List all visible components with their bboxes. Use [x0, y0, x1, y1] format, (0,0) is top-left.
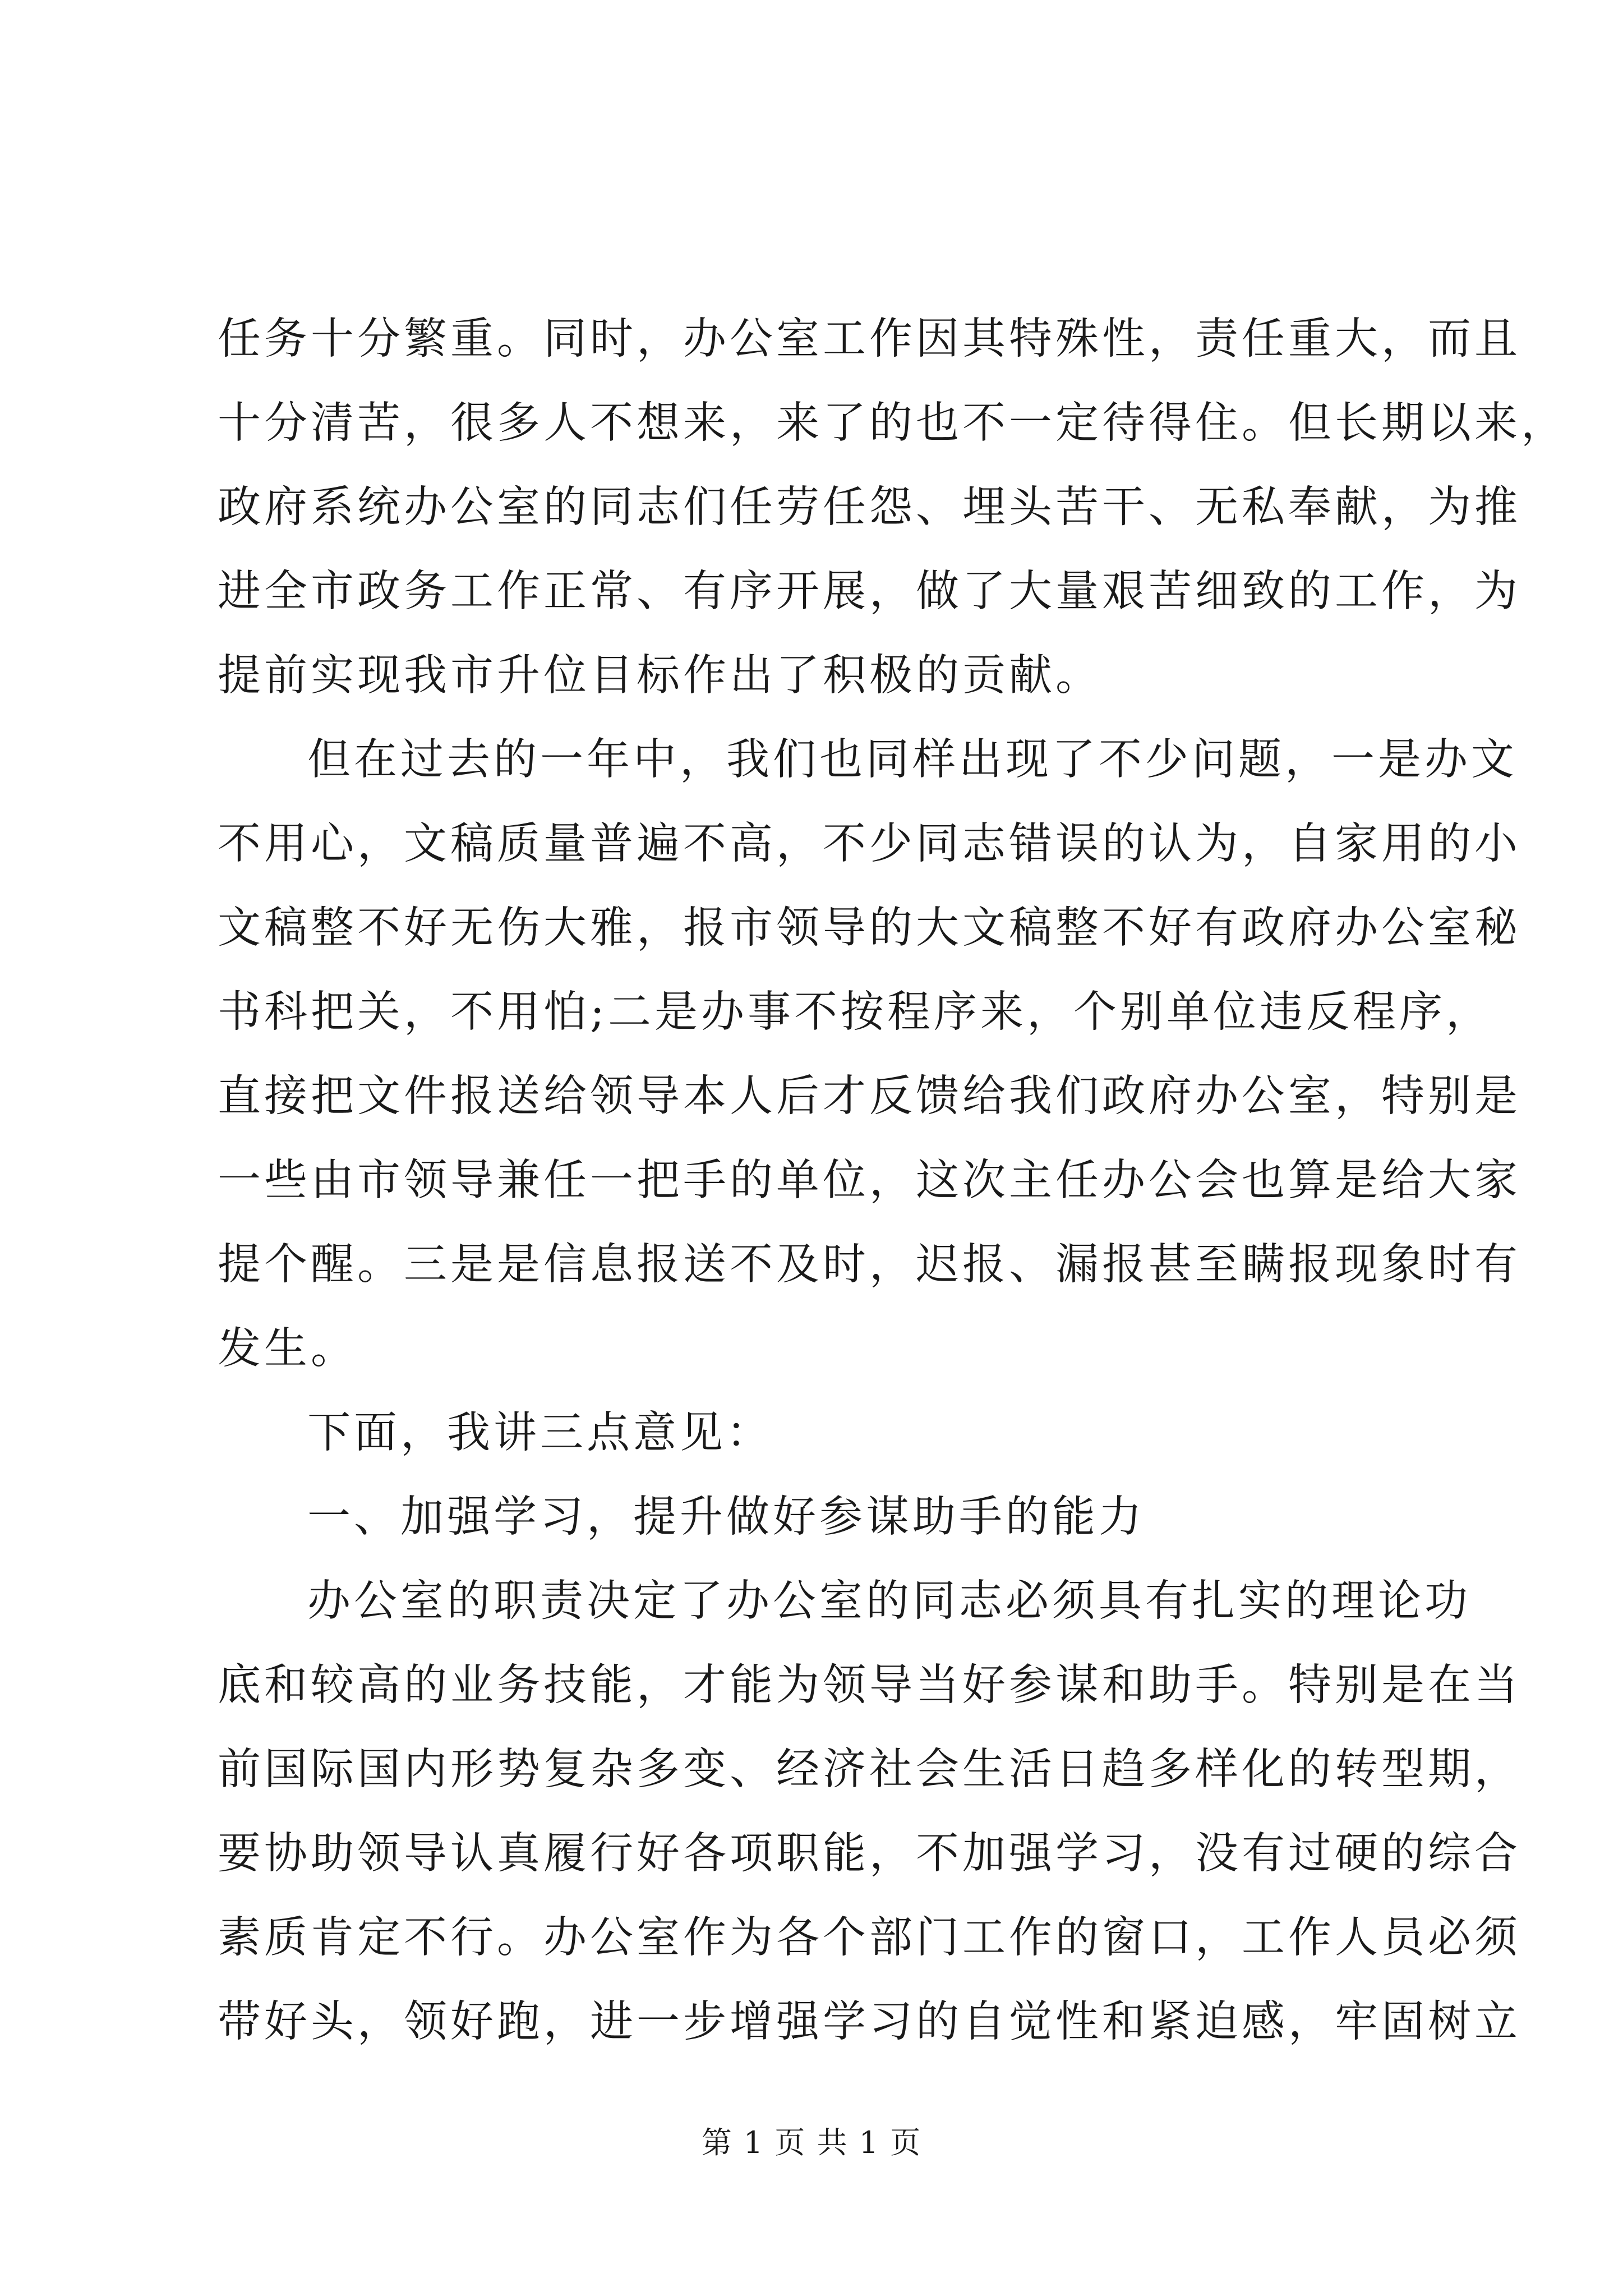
text-line: 十分清苦，很多人不想来，来了的也不一定待得住。但长期以来， [218, 398, 1567, 448]
text-line: 办公室的职责决定了办公室的同志必须具有扎实的理论功 [307, 1576, 1471, 1626]
text-line: 带好头，领好跑，进一步增强学习的自觉性和紧迫感，牢固树立 [218, 1997, 1521, 2047]
text-line: 一些由市领导兼任一把手的单位，这次主任办公会也算是给大家 [218, 1156, 1521, 1205]
text-line: 但在过去的一年中，我们也同样出现了不少问题，一是办文 [307, 735, 1518, 785]
text-line: 政府系统办公室的同志们任劳任怨、埋头苦干、无私奉献，为推 [218, 482, 1521, 532]
document-body [218, 297, 1567, 2064]
text-line: 一、加强学习，提升做好参谋助手的能力 [307, 1492, 1145, 1542]
text-line: 发生。 [218, 1324, 357, 1374]
text-line: 底和较高的业务技能，才能为领导当好参谋和助手。特别是在当 [218, 1660, 1521, 1710]
text-line: 提前实现我市升位目标作出了积极的贡献。 [218, 651, 1102, 701]
text-line: 进全市政务工作正常、有序开展，做了大量艰苦细致的工作，为 [218, 567, 1521, 616]
text-line: 书科把关，不用怕;二是办事不按程序来，个别单位违反程序， [218, 987, 1492, 1037]
text-line: 直接把文件报送给领导本人后才反馈给我们政府办公室，特别是 [218, 1071, 1521, 1121]
text-line: 要协助领导认真履行好各项职能，不加强学习，没有过硬的综合 [218, 1829, 1521, 1879]
text-line: 任务十分繁重。同时，办公室工作因其特殊性，责任重大，而且 [218, 314, 1521, 364]
text-line: 前国际国内形势复杂多变、经济社会生活日趋多样化的转型期， [218, 1745, 1521, 1795]
text-line: 文稿整不好无伤大雅，报市领导的大文稿整不好有政府办公室秘 [218, 903, 1521, 953]
text-line: 素质肯定不行。办公室作为各个部门工作的窗口，工作人员必须 [218, 1913, 1521, 1963]
text-line: 不用心，文稿质量普遍不高，不少同志错误的认为，自家用的小 [218, 819, 1521, 869]
page-footer: 第 1 页 共 1 页 [701, 2125, 922, 2160]
text-line: 下面，我讲三点意见： [307, 1408, 773, 1458]
text-line: 提个醒。三是是信息报送不及时，迟报、漏报甚至瞒报现象时有 [218, 1240, 1521, 1290]
